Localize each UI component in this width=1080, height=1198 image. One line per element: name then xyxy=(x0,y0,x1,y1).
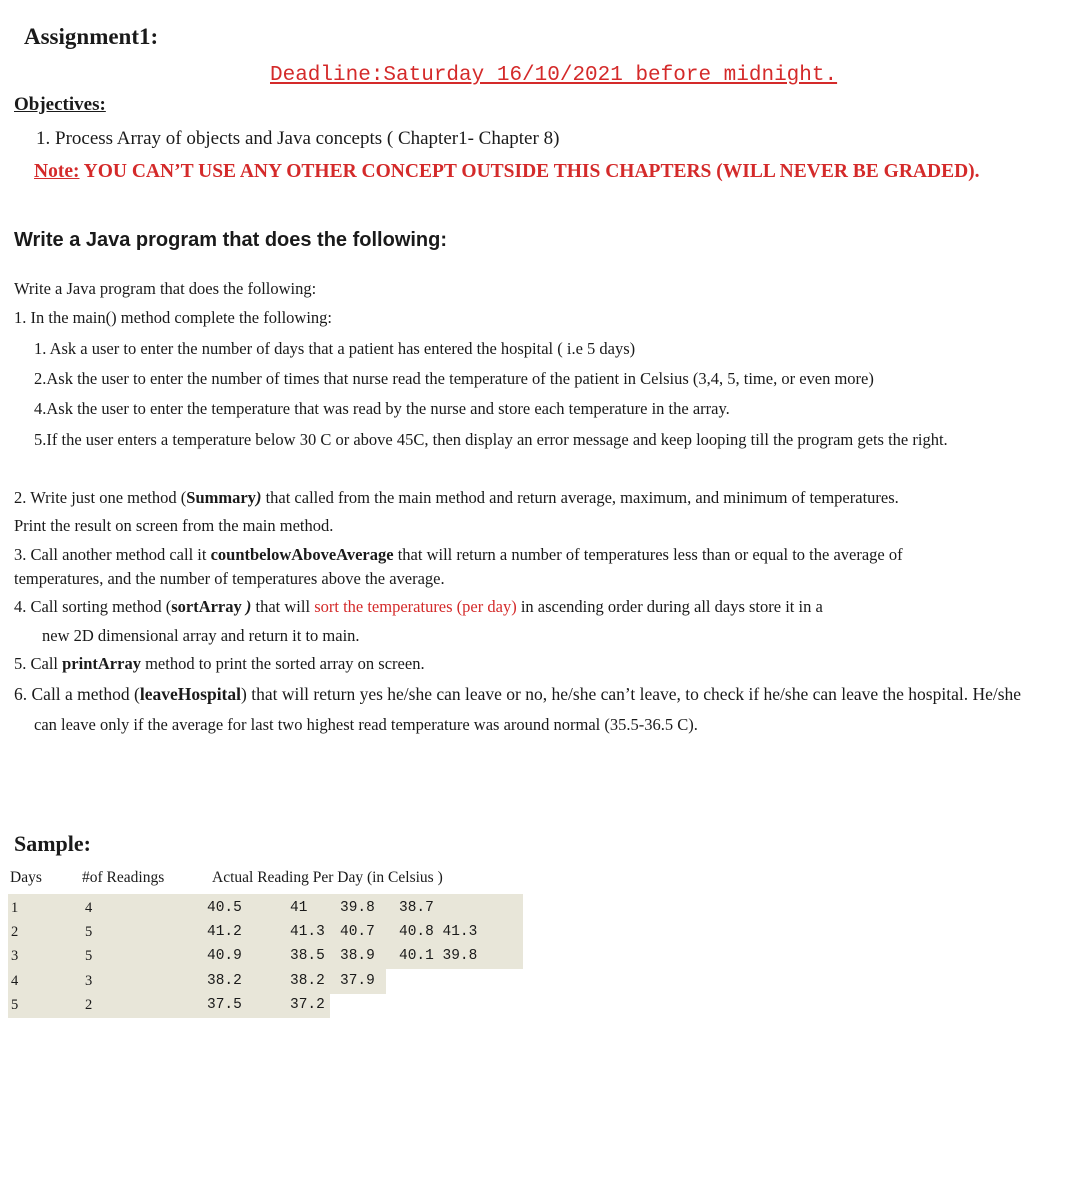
cell-day: 4 xyxy=(11,973,19,989)
step3-line1 xyxy=(14,545,903,565)
cell-reading: 37.9 xyxy=(340,973,375,989)
note-label: Note: xyxy=(34,161,80,182)
step2-line1 xyxy=(14,488,899,508)
assignment-title: Assignment1: xyxy=(24,24,159,49)
table-shade-row4 xyxy=(8,969,386,994)
cell-day: 1 xyxy=(11,900,19,916)
cell-reading: 37.5 xyxy=(207,997,242,1013)
method-sortarray: sortArray xyxy=(171,597,242,616)
step2-pre: 2. Write just one method ( xyxy=(14,488,187,507)
step6-pre: 6. Call a method ( xyxy=(14,684,140,704)
step5-pre: 5. Call xyxy=(14,654,63,673)
cell-reading: 40.5 xyxy=(207,900,242,916)
section-heading: Write a Java program that does the following: xyxy=(14,229,448,251)
step3-pre: 3. Call another method call it xyxy=(14,545,211,564)
header-actual: Actual Reading Per Day (in Celsius ) xyxy=(212,869,443,886)
header-readings: #of Readings xyxy=(82,869,165,886)
cell-reading: 39.8 xyxy=(340,900,375,916)
step6-post: ) that will return yes he/she can leave or no, he/she can’t leave, to check if he/she can leave the hospital. He/she xyxy=(241,684,1022,704)
cell-day: 2 xyxy=(11,924,19,940)
cell-reading: 41.2 xyxy=(207,924,242,940)
objectives-heading: Objectives: xyxy=(14,94,106,115)
cell-count: 4 xyxy=(85,900,93,916)
cell-day: 5 xyxy=(11,997,19,1013)
step4-line1 xyxy=(14,597,823,617)
step1-sub3: 4.Ask the user to enter the temperature that was read by the nurse and store each temperature in the array. xyxy=(34,399,730,418)
step4-highlight: sort the temperatures (per day) xyxy=(314,597,517,616)
cell-reading: 40.7 xyxy=(340,924,375,940)
method-printarray: printArray xyxy=(62,654,141,673)
step6-line2: can leave only if the average for last two highest read temperature was around normal (35.5-36.5 C). xyxy=(34,715,698,734)
step4-mid: that will xyxy=(251,597,315,616)
step2-post: that called from the main method and return average, maximum, and minimum of temperatures. xyxy=(261,488,899,507)
cell-count: 3 xyxy=(85,973,93,989)
table-shade-row5 xyxy=(8,994,330,1018)
step3-post: that will return a number of temperatures less than or equal to the average of xyxy=(393,545,903,564)
header-days: Days xyxy=(10,869,42,886)
step2-paren: ) xyxy=(255,488,262,507)
step3-line2: temperatures, and the number of temperatures above the average. xyxy=(14,569,445,588)
cell-reading: 41 xyxy=(290,900,308,916)
objective-item: 1. Process Array of objects and Java concepts ( Chapter1- Chapter 8) xyxy=(36,128,560,149)
cell-reading: 38.2 xyxy=(207,973,242,989)
step4-pre: 4. Call sorting method ( xyxy=(14,597,172,616)
cell-count: 5 xyxy=(85,948,93,964)
method-countbelowaboveaverage: countbelowAboveAverage xyxy=(210,545,394,564)
method-summary: Summary xyxy=(186,488,256,507)
cell-reading: 38.9 xyxy=(340,948,375,964)
step1-sub1: 1. Ask a user to enter the number of days that a patient has entered the hospital ( i.e 5 days) xyxy=(34,339,636,358)
cell-reading: 41.3 xyxy=(290,924,325,940)
cell-reading: 40.1 39.8 xyxy=(399,948,478,964)
cell-count: 5 xyxy=(85,924,93,940)
step6-line1 xyxy=(14,684,1021,705)
deadline: Deadline:Saturday 16/10/2021 before midnight. xyxy=(270,64,838,87)
step4-paren: ) xyxy=(241,597,252,616)
note-text: YOU CAN’T USE ANY OTHER CONCEPT OUTSIDE THIS CHAPTERS (WILL NEVER BE GRADED). xyxy=(79,161,980,182)
intro-text: Write a Java program that does the following: xyxy=(14,279,317,298)
note xyxy=(34,161,980,183)
method-leavehospital: leaveHospital xyxy=(139,684,241,704)
cell-count: 2 xyxy=(85,997,93,1013)
step4-line2: new 2D dimensional array and return it to main. xyxy=(42,626,360,645)
step4-post: in ascending order during all days store it in a xyxy=(516,597,823,616)
cell-day: 3 xyxy=(11,948,19,964)
cell-reading: 37.2 xyxy=(290,997,325,1013)
step1-heading: 1. In the main() method complete the following: xyxy=(14,308,333,327)
step1-sub4: 5.If the user enters a temperature below 30 C or above 45C, then display an error message and keep looping till the program gets the right. xyxy=(34,430,948,449)
step2-line2: Print the result on screen from the main method. xyxy=(14,516,334,535)
step5-post: method to print the sorted array on screen. xyxy=(140,654,425,673)
sample-heading: Sample: xyxy=(14,831,91,856)
cell-reading: 38.2 xyxy=(290,973,325,989)
cell-reading: 38.7 xyxy=(399,900,434,916)
cell-reading: 38.5 xyxy=(290,948,325,964)
cell-reading: 40.9 xyxy=(207,948,242,964)
step1-sub2: 2.Ask the user to enter the number of times that nurse read the temperature of the patient in Celsius (3,4, 5, time, or even more) xyxy=(34,369,874,388)
cell-reading: 40.8 41.3 xyxy=(399,924,478,940)
step5-line xyxy=(14,654,425,674)
